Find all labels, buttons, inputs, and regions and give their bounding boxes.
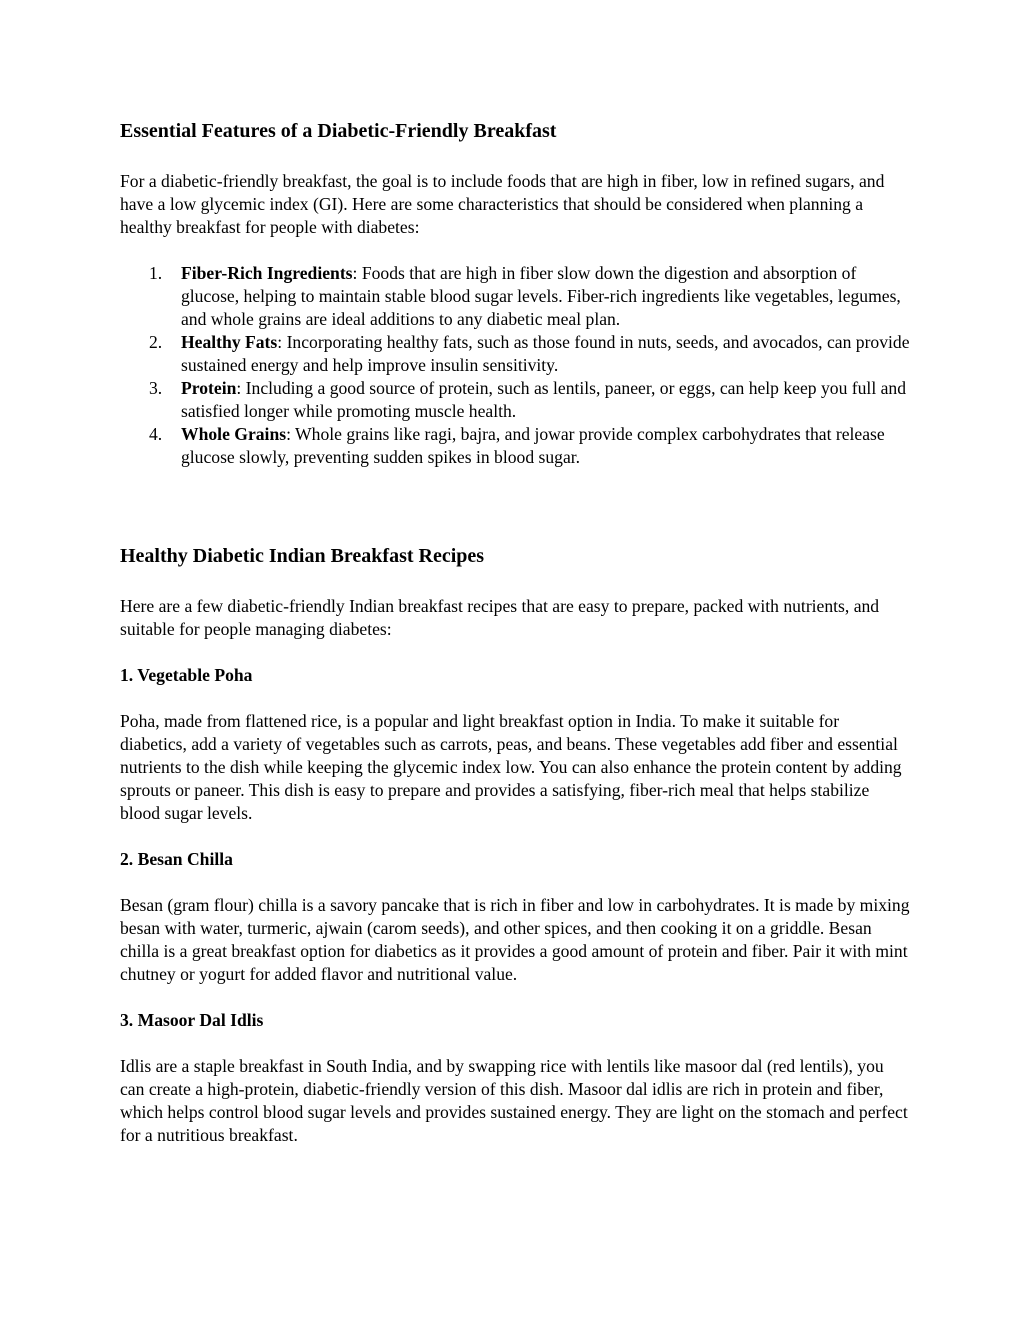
list-item-text: : Foods that are high in fiber slow down the digestion and absorption of glucose, helping to maintain stable blood sugar levels. Fiber-rich ingredients like vegetables, legumes, and whole grains are ideal additions to any diabetic meal plan. xyxy=(181,263,901,329)
recipe-title-masoor-dal-idlis: 3. Masoor Dal Idlis xyxy=(120,1010,264,1030)
section-heading-essential-features: Essential Features of a Diabetic-Friendly Breakfast xyxy=(120,120,557,142)
features-list xyxy=(120,262,910,469)
list-item-term: Fiber-Rich Ingredients xyxy=(181,263,353,283)
list-item-number: 1. xyxy=(149,263,163,283)
list-item xyxy=(120,423,910,469)
list-item xyxy=(120,262,910,331)
list-item-term: Whole Grains xyxy=(181,424,287,444)
document-page xyxy=(120,118,910,1147)
recipe-title-vegetable-poha: 1. Vegetable Poha xyxy=(120,665,253,685)
list-item-number: 4. xyxy=(149,424,163,444)
list-item-number: 3. xyxy=(149,378,163,398)
list-item-text: : Incorporating healthy fats, such as those found in nuts, seeds, and avocados, can provide sustained energy and help improve insulin sensitivity. xyxy=(181,332,910,375)
list-item-text: : Including a good source of protein, such as lentils, paneer, or eggs, can help keep you full and satisfied longer while promoting muscle health. xyxy=(181,378,907,421)
list-item xyxy=(120,377,910,423)
recipe-body-masoor-dal-idlis: Idlis are a staple breakfast in South India, and by swapping rice with lentils like masoor dal (red lentils), you can create a high-protein, diabetic-friendly version of this dish. Masoor dal idlis are rich in protein and fiber, which helps control blood sugar levels and provides sustained energy. They are light on the stomach and perfect for a nutritious breakfast. xyxy=(120,1056,908,1145)
list-item-term: Healthy Fats xyxy=(181,332,278,352)
list-item xyxy=(120,331,910,377)
list-item-number: 2. xyxy=(149,332,163,352)
section-intro-paragraph: For a diabetic-friendly breakfast, the goal is to include foods that are high in fiber, low in refined sugars, and have a low glycemic index (GI). Here are some characteristics that should be considered when planning a healthy breakfast for people with diabetes: xyxy=(120,171,885,237)
recipe-body-vegetable-poha: Poha, made from flattened rice, is a popular and light breakfast option in India. To make it suitable for diabetics, add a variety of vegetables such as carrots, peas, and beans. These vegetables add fiber and essential nutrients to the dish while keeping the glycemic index low. You can also enhance the protein content by adding sprouts or paneer. This dish is easy to prepare and provides a satisfying, fiber-rich meal that helps stabilize blood sugar levels. xyxy=(120,711,902,823)
section-heading-recipes: Healthy Diabetic Indian Breakfast Recipes xyxy=(120,545,485,567)
recipe-body-besan-chilla: Besan (gram flour) chilla is a savory pancake that is rich in fiber and low in carbohydrates. It is made by mixing besan with water, turmeric, ajwain (carom seeds), and other spices, and then cooking it on a griddle. Besan chilla is a great breakfast option for diabetics as it provides a good amount of protein and fiber. Pair it with mint chutney or yogurt for added flavor and nutritional value. xyxy=(120,895,910,984)
recipe-title-besan-chilla: 2. Besan Chilla xyxy=(120,849,233,869)
list-item-term: Protein xyxy=(181,378,237,398)
recipes-intro-paragraph: Here are a few diabetic-friendly Indian breakfast recipes that are easy to prepare, packed with nutrients, and suitable for people managing diabetes: xyxy=(120,596,880,639)
list-item-text: : Whole grains like ragi, bajra, and jowar provide complex carbohydrates that release glucose slowly, preventing sudden spikes in blood sugar. xyxy=(181,424,885,467)
